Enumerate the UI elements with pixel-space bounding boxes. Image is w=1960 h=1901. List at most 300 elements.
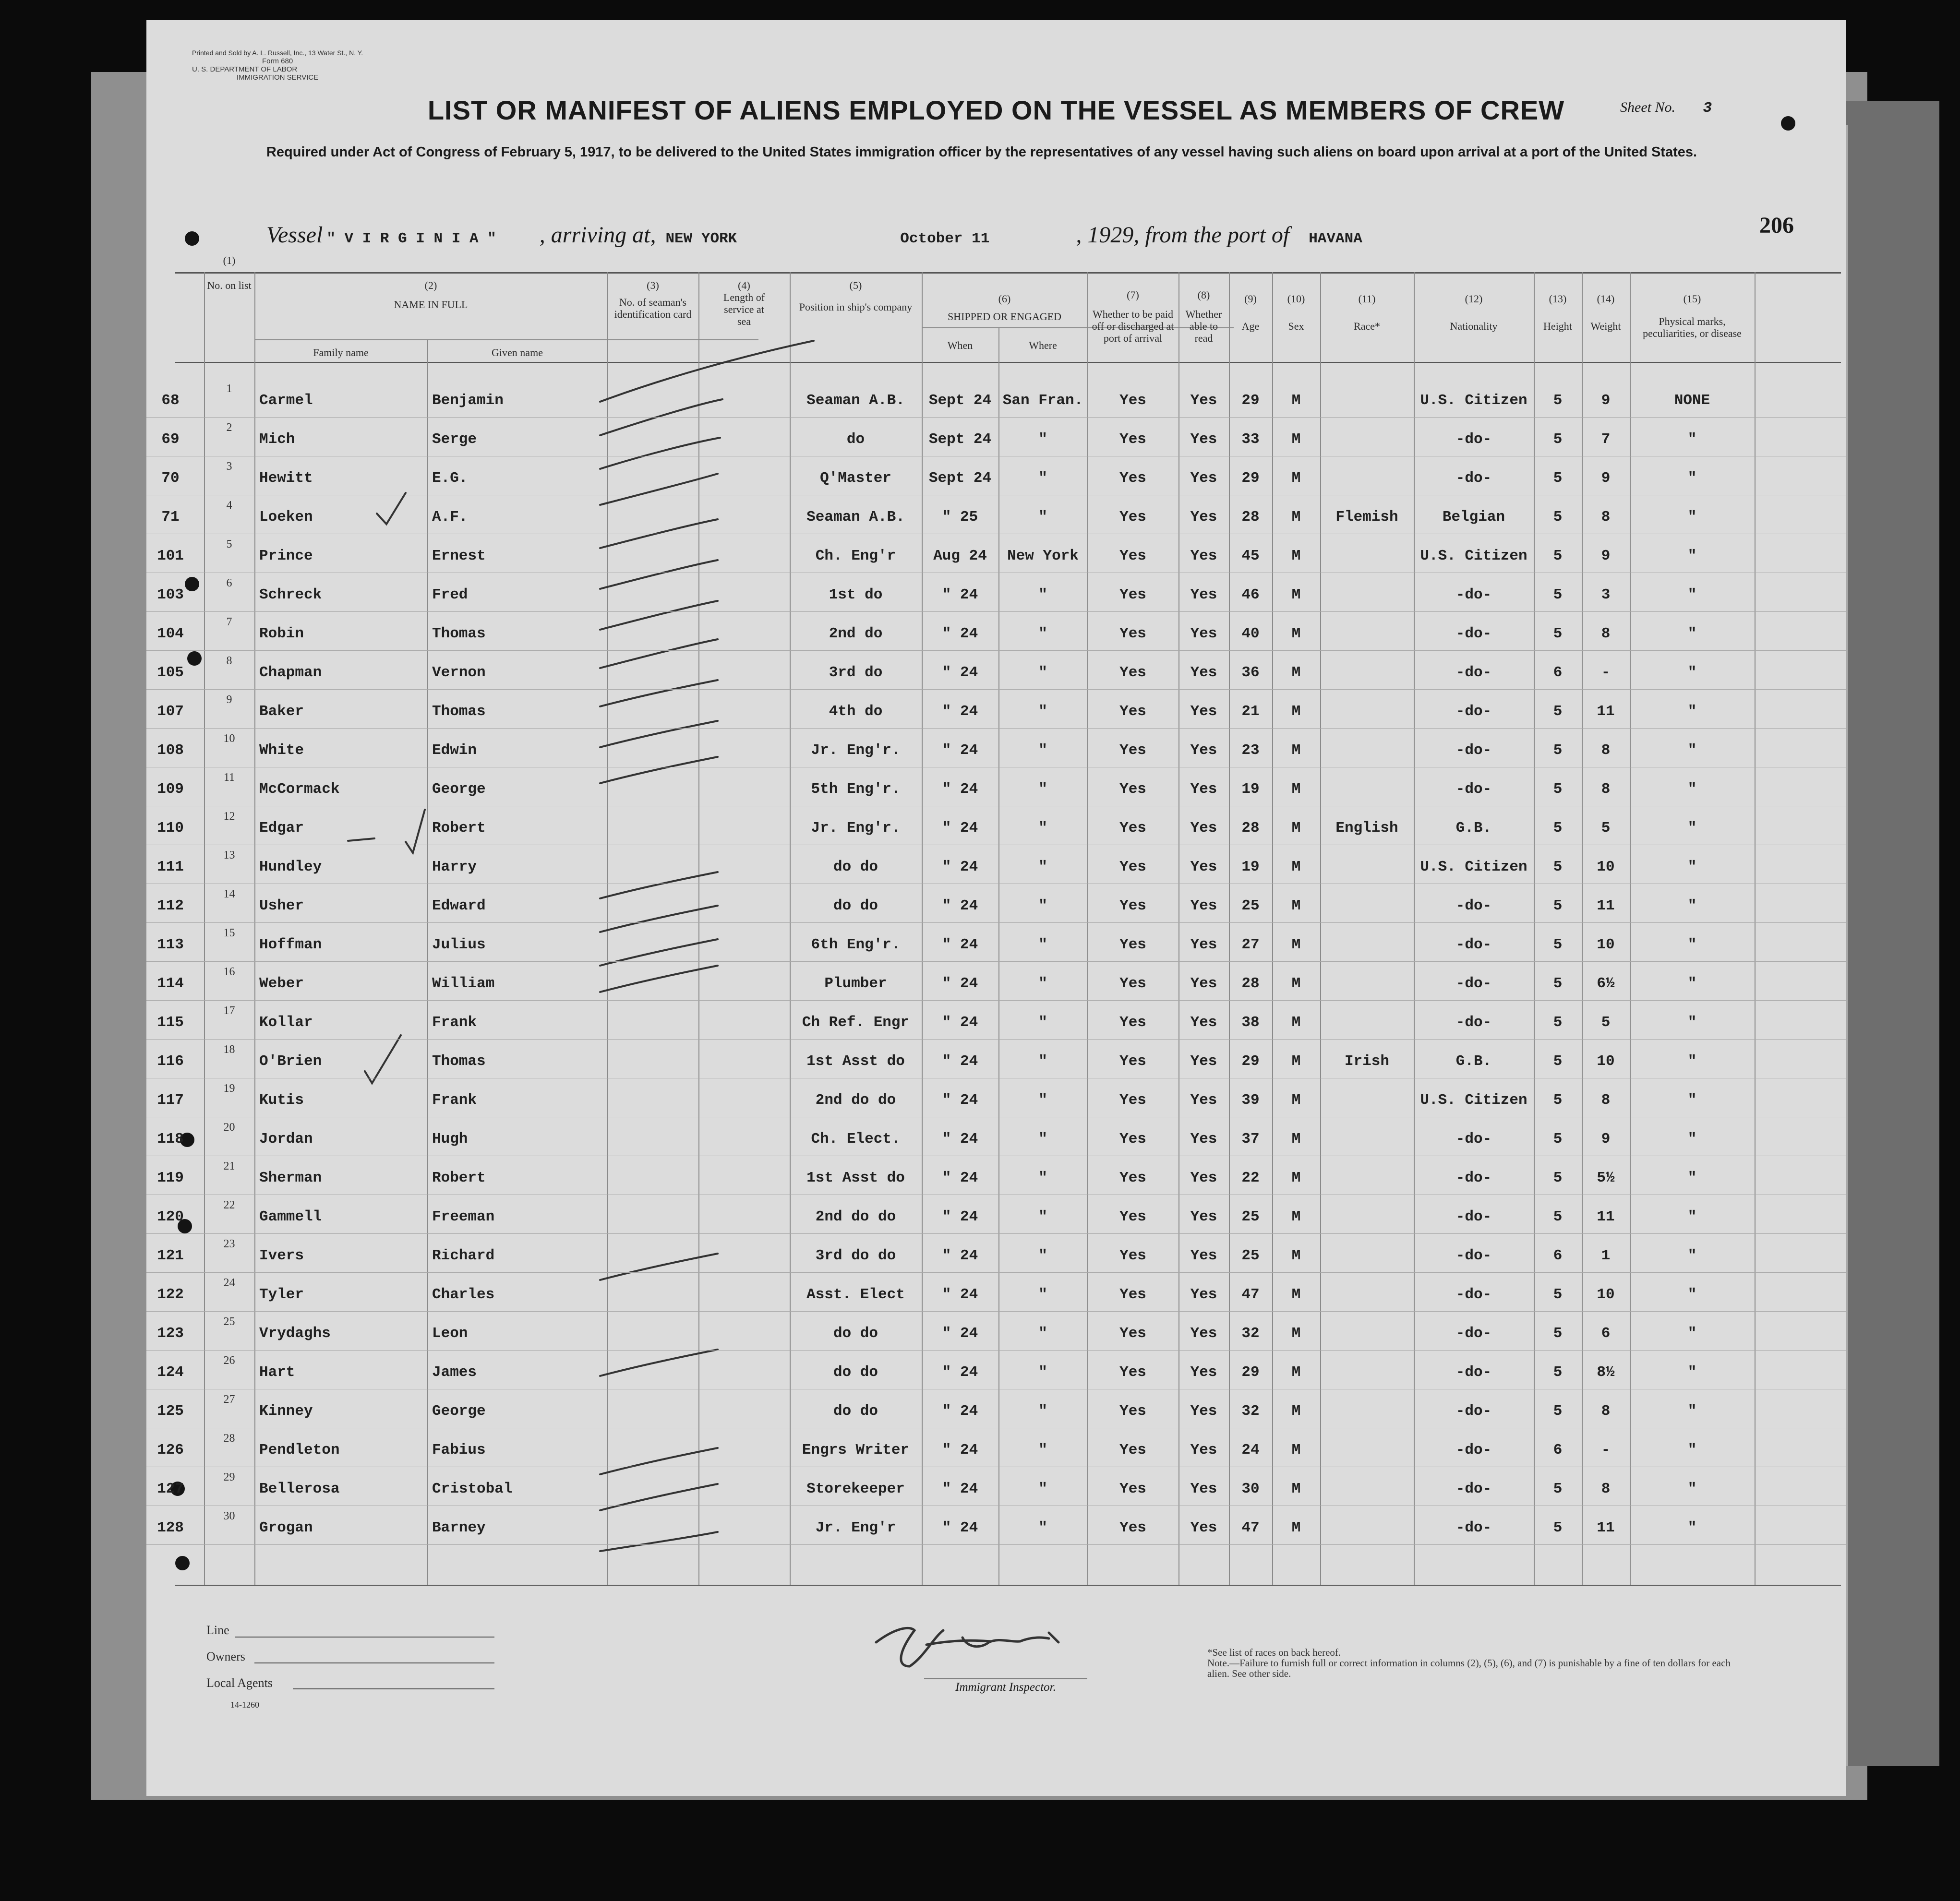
col-header-sex: Sex: [1288, 320, 1304, 332]
able-to-read-cell: Yes: [1190, 1286, 1217, 1303]
given-name-cell: Richard: [432, 1247, 495, 1264]
weight-cell: -: [1601, 1442, 1611, 1459]
position-cell: 3rd do: [829, 664, 883, 681]
pencil-stroke-icon: [600, 680, 718, 706]
family-name-cell: Jordan: [259, 1131, 313, 1148]
age-cell: 33: [1241, 431, 1260, 448]
height-cell: 5: [1553, 703, 1563, 720]
line-field: [235, 1637, 494, 1638]
pencil-stroke-icon: [600, 1350, 718, 1376]
list-number-cell: 19: [223, 1082, 235, 1095]
shipped-where-cell: ": [1038, 897, 1047, 914]
family-name-cell: Loeken: [259, 509, 313, 526]
family-name-cell: Ivers: [259, 1247, 304, 1264]
from-port: HAVANA: [1309, 230, 1362, 247]
sheet-number-value: 3: [1703, 100, 1712, 117]
list-number-cell: 2: [226, 421, 232, 434]
position-cell: Jr. Eng'r.: [811, 820, 901, 837]
shipped-where-cell: ": [1038, 431, 1047, 448]
list-number-cell: 22: [223, 1199, 235, 1211]
sex-cell: M: [1291, 820, 1301, 837]
height-cell: 5: [1553, 1364, 1563, 1381]
col-header-able-to-read: Whether able to read: [1185, 308, 1222, 344]
position-cell: Q'Master: [820, 470, 891, 487]
arriving-label: , arriving at,: [539, 222, 656, 248]
shipped-when-cell: " 24: [942, 1286, 978, 1303]
paid-off-cell: Yes: [1119, 820, 1146, 837]
position-cell: do do: [833, 1403, 878, 1420]
col-number: (6): [998, 293, 1011, 305]
list-number-cell: 15: [223, 927, 235, 939]
reference-number-cell: 71: [161, 509, 180, 526]
shipped-when-cell: " 24: [942, 664, 978, 681]
footnote-penalty: Note.—Failure to furnish full or correct information in columns (2), (5), (6), and (7) is punishable by a fine of ten dollars for each alien. See other side.: [1207, 1657, 1731, 1679]
physical-marks-cell: ": [1687, 625, 1697, 642]
row-rule: [146, 1233, 1846, 1234]
pencil-stroke-icon: [600, 757, 718, 783]
given-name-cell: James: [432, 1364, 477, 1381]
row-rule: [146, 728, 1846, 729]
position-cell: 6th Eng'r.: [811, 936, 901, 953]
age-cell: 23: [1241, 742, 1260, 759]
position-cell: Engrs Writer: [802, 1442, 910, 1459]
vessel-name: " V I R G I N I A ": [326, 230, 496, 247]
paid-off-cell: Yes: [1119, 936, 1146, 953]
sex-cell: M: [1291, 1442, 1301, 1459]
weight-cell: 8: [1601, 509, 1611, 526]
sex-cell: M: [1291, 664, 1301, 681]
nationality-cell: -do-: [1455, 1170, 1492, 1186]
position-cell: 2nd do do: [815, 1092, 896, 1109]
checkmark-icon: [377, 493, 406, 524]
sex-cell: M: [1291, 975, 1301, 992]
shipped-when-cell: " 24: [942, 897, 978, 914]
weight-cell: 8: [1601, 625, 1611, 642]
col-header-family-name: Family name: [313, 347, 369, 359]
given-name-cell: William: [432, 975, 495, 992]
pencil-stroke-icon: [600, 639, 718, 668]
age-cell: 37: [1241, 1131, 1260, 1148]
weight-cell: 11: [1597, 1208, 1615, 1225]
row-rule: [146, 650, 1846, 651]
given-name-cell: Robert: [432, 1170, 486, 1186]
owners-field: [254, 1662, 494, 1663]
paid-off-cell: Yes: [1119, 1208, 1146, 1225]
sex-cell: M: [1291, 703, 1301, 720]
printer-line: U. S. DEPARTMENT OF LABOR: [192, 65, 298, 73]
nationality-cell: -do-: [1455, 664, 1492, 681]
reference-number-cell: 128: [157, 1519, 184, 1536]
given-name-cell: Leon: [432, 1325, 468, 1342]
printer-line: IMMIGRATION SERVICE: [236, 73, 319, 82]
weight-cell: 11: [1597, 1519, 1615, 1536]
weight-cell: 3: [1601, 586, 1611, 603]
dash-mark-icon: [348, 838, 374, 841]
paid-off-cell: Yes: [1119, 859, 1146, 875]
able-to-read-cell: Yes: [1190, 781, 1217, 798]
given-name-cell: Edwin: [432, 742, 477, 759]
able-to-read-cell: Yes: [1190, 975, 1217, 992]
shipped-where-cell: ": [1038, 1170, 1047, 1186]
height-cell: 5: [1553, 1170, 1563, 1186]
physical-marks-cell: ": [1687, 975, 1697, 992]
checkmark-icon: [365, 1035, 401, 1083]
family-name-cell: Baker: [259, 703, 304, 720]
age-cell: 29: [1241, 1053, 1260, 1070]
physical-marks-cell: ": [1687, 1442, 1697, 1459]
physical-marks-cell: ": [1687, 431, 1697, 448]
given-name-cell: Ernest: [432, 548, 486, 564]
shipped-where-cell: ": [1038, 1247, 1047, 1264]
able-to-read-cell: Yes: [1190, 1442, 1217, 1459]
year-suffix: 29: [1110, 222, 1134, 248]
weight-cell: 6: [1601, 1325, 1611, 1342]
sex-cell: M: [1291, 1208, 1301, 1225]
shipped-when-cell: " 24: [942, 975, 978, 992]
able-to-read-cell: Yes: [1190, 1092, 1217, 1109]
col-number: (10): [1287, 293, 1305, 305]
reference-number-cell: 105: [157, 664, 184, 681]
reference-number-cell: 119: [157, 1170, 184, 1186]
nationality-cell: U.S. Citizen: [1420, 1092, 1527, 1109]
reference-number-cell: 122: [157, 1286, 184, 1303]
shipped-where-cell: ": [1038, 820, 1047, 837]
reference-number-cell: 112: [157, 897, 184, 914]
list-number-cell: 26: [223, 1354, 235, 1367]
family-name-cell: Usher: [259, 897, 304, 914]
age-cell: 45: [1241, 548, 1260, 564]
shipped-when-cell: " 24: [942, 1247, 978, 1264]
list-number-cell: 5: [226, 538, 232, 550]
height-cell: 5: [1553, 392, 1563, 409]
nationality-cell: U.S. Citizen: [1420, 548, 1527, 564]
able-to-read-cell: Yes: [1190, 664, 1217, 681]
position-cell: Asst. Elect: [806, 1286, 905, 1303]
reference-number-cell: 101: [157, 548, 184, 564]
list-number-cell: 10: [223, 732, 235, 745]
family-name-cell: Carmel: [259, 392, 313, 409]
shipped-where-cell: ": [1038, 742, 1047, 759]
shipped-where-cell: ": [1038, 1403, 1047, 1420]
paid-off-cell: Yes: [1119, 1131, 1146, 1148]
physical-marks-cell: ": [1687, 703, 1697, 720]
height-cell: 5: [1553, 1053, 1563, 1070]
family-name-cell: O'Brien: [259, 1053, 322, 1070]
weight-cell: 11: [1597, 703, 1615, 720]
paid-off-cell: Yes: [1119, 1286, 1146, 1303]
given-name-cell: Charles: [432, 1286, 495, 1303]
pencil-stroke-icon: [600, 1448, 718, 1474]
position-cell: Ch Ref. Engr: [802, 1014, 910, 1031]
sex-cell: M: [1291, 936, 1301, 953]
age-cell: 21: [1241, 703, 1260, 720]
position-cell: do do: [833, 1325, 878, 1342]
nationality-cell: G.B.: [1455, 820, 1492, 837]
list-number-cell: 25: [223, 1315, 235, 1328]
height-cell: 5: [1553, 781, 1563, 798]
reference-number-cell: 68: [161, 392, 180, 409]
able-to-read-cell: Yes: [1190, 431, 1217, 448]
shipped-where-cell: ": [1038, 625, 1047, 642]
col-number: (9): [1244, 293, 1257, 305]
given-name-cell: Julius: [432, 936, 486, 953]
physical-marks-cell: ": [1687, 742, 1697, 759]
able-to-read-cell: Yes: [1190, 742, 1217, 759]
height-cell: 5: [1553, 1208, 1563, 1225]
printer-line: Form 680: [262, 57, 293, 65]
physical-marks-cell: ": [1687, 509, 1697, 526]
position-cell: 5th Eng'r.: [811, 781, 901, 798]
height-cell: 5: [1553, 625, 1563, 642]
pencil-stroke-icon: [600, 438, 720, 469]
able-to-read-cell: Yes: [1190, 1247, 1217, 1264]
weight-cell: 8: [1601, 742, 1611, 759]
sex-cell: M: [1291, 742, 1301, 759]
sex-cell: M: [1291, 392, 1301, 409]
shipped-when-cell: " 24: [942, 586, 978, 603]
able-to-read-cell: Yes: [1190, 548, 1217, 564]
vessel-label: Vessel: [266, 222, 323, 248]
manifest-sheet: [146, 20, 1846, 1796]
able-to-read-cell: Yes: [1190, 509, 1217, 526]
reference-number-cell: 110: [157, 820, 184, 837]
height-cell: 5: [1553, 1403, 1563, 1420]
nationality-cell: -do-: [1455, 936, 1492, 953]
physical-marks-cell: ": [1687, 1170, 1697, 1186]
physical-marks-cell: NONE: [1674, 392, 1710, 409]
sex-cell: M: [1291, 859, 1301, 875]
row-rule: [146, 922, 1846, 923]
list-number-cell: 16: [223, 966, 235, 978]
reference-number-cell: 107: [157, 703, 184, 720]
shipped-when-cell: " 24: [942, 936, 978, 953]
position-cell: Ch. Eng'r: [815, 548, 896, 564]
col-number: (4): [738, 279, 750, 291]
nationality-cell: -do-: [1455, 1286, 1492, 1303]
paid-off-cell: Yes: [1119, 897, 1146, 914]
page-number: 206: [1759, 213, 1794, 238]
row-rule: [146, 417, 1846, 418]
given-name-cell: Cristobal: [432, 1481, 513, 1497]
height-cell: 5: [1553, 1325, 1563, 1342]
nationality-cell: U.S. Citizen: [1420, 859, 1527, 875]
age-cell: 25: [1241, 1247, 1260, 1264]
physical-marks-cell: ": [1687, 897, 1697, 914]
weight-cell: 9: [1601, 548, 1611, 564]
local-agents-field: [293, 1688, 494, 1689]
shipped-where-cell: San Fran.: [1002, 392, 1083, 409]
reference-number-cell: 115: [157, 1014, 184, 1031]
nationality-cell: -do-: [1455, 1364, 1492, 1381]
shipped-where-cell: ": [1038, 664, 1047, 681]
age-cell: 38: [1241, 1014, 1260, 1031]
family-name-cell: Edgar: [259, 820, 304, 837]
shipped-when-cell: " 24: [942, 742, 978, 759]
given-name-cell: Freeman: [432, 1208, 495, 1225]
paid-off-cell: Yes: [1119, 548, 1146, 564]
reference-number-cell: 104: [157, 625, 184, 642]
given-name-cell: Hugh: [432, 1131, 468, 1148]
position-cell: Seaman A.B.: [806, 509, 905, 526]
footnote-races: *See list of races on back hereof.: [1207, 1647, 1341, 1658]
position-cell: 3rd do do: [815, 1247, 896, 1264]
reference-number-cell: 125: [157, 1403, 184, 1420]
sex-cell: M: [1291, 509, 1301, 526]
age-cell: 24: [1241, 1442, 1260, 1459]
weight-cell: 7: [1601, 431, 1611, 448]
family-name-cell: Grogan: [259, 1519, 313, 1536]
height-cell: 5: [1553, 1481, 1563, 1497]
family-name-cell: Mich: [259, 431, 295, 448]
shipped-where-cell: ": [1038, 470, 1047, 487]
list-number-cell: 17: [223, 1004, 235, 1017]
nationality-cell: -do-: [1455, 1131, 1492, 1148]
physical-marks-cell: ": [1687, 1364, 1697, 1381]
list-number-cell: 18: [223, 1043, 235, 1056]
reference-number-cell: 108: [157, 742, 184, 759]
position-cell: do do: [833, 859, 878, 875]
shipped-when-cell: " 24: [942, 1364, 978, 1381]
height-cell: 5: [1553, 897, 1563, 914]
height-cell: 5: [1553, 859, 1563, 875]
given-name-cell: George: [432, 1403, 486, 1420]
position-cell: 2nd do do: [815, 1208, 896, 1225]
able-to-read-cell: Yes: [1190, 1014, 1217, 1031]
age-cell: 19: [1241, 859, 1260, 875]
shipped-when-cell: " 24: [942, 859, 978, 875]
age-cell: 40: [1241, 625, 1260, 642]
pencil-stroke-icon: [600, 474, 718, 505]
nationality-cell: -do-: [1455, 625, 1492, 642]
family-name-cell: Prince: [259, 548, 313, 564]
shipped-when-cell: Sept 24: [928, 392, 992, 409]
pencil-stroke-icon: [600, 721, 718, 747]
position-cell: 2nd do: [829, 625, 883, 642]
shipped-where-cell: ": [1038, 1014, 1047, 1031]
nationality-cell: -do-: [1455, 742, 1492, 759]
col-number: (7): [1127, 289, 1139, 301]
able-to-read-cell: Yes: [1190, 586, 1217, 603]
age-cell: 39: [1241, 1092, 1260, 1109]
weight-cell: 8: [1601, 1092, 1611, 1109]
nationality-cell: -do-: [1455, 1247, 1492, 1264]
family-name-cell: Hart: [259, 1364, 295, 1381]
shipped-where-cell: ": [1038, 1053, 1047, 1070]
given-name-cell: Thomas: [432, 1053, 486, 1070]
age-cell: 46: [1241, 586, 1260, 603]
able-to-read-cell: Yes: [1190, 936, 1217, 953]
age-cell: 19: [1241, 781, 1260, 798]
pencil-stroke-icon: [600, 560, 718, 589]
height-cell: 5: [1553, 509, 1563, 526]
shipped-when-cell: " 24: [942, 1208, 978, 1225]
height-cell: 5: [1553, 742, 1563, 759]
pencil-stroke-icon: [600, 1484, 718, 1510]
shipped-where-cell: ": [1038, 781, 1047, 798]
document-title: LIST OR MANIFEST OF ALIENS EMPLOYED ON THE VESSEL AS MEMBERS OF CREW: [427, 95, 1565, 125]
shipped-when-cell: " 24: [942, 1481, 978, 1497]
reference-number-cell: 124: [157, 1364, 184, 1381]
reference-number-cell: 70: [161, 470, 180, 487]
pencil-stroke-icon: [600, 966, 718, 992]
pencil-stroke-icon: [600, 906, 718, 932]
checkmark-icon: [406, 810, 425, 853]
paid-off-cell: Yes: [1119, 586, 1146, 603]
local-agents-label: Local Agents: [206, 1676, 273, 1690]
given-name-cell: Frank: [432, 1092, 477, 1109]
reference-number-cell: 109: [157, 781, 184, 798]
able-to-read-cell: Yes: [1190, 1403, 1217, 1420]
paid-off-cell: Yes: [1119, 1325, 1146, 1342]
age-cell: 32: [1241, 1325, 1260, 1342]
paid-off-cell: Yes: [1119, 1481, 1146, 1497]
sex-cell: M: [1291, 548, 1301, 564]
reference-number-cell: 111: [157, 859, 184, 875]
height-cell: 5: [1553, 1014, 1563, 1031]
nationality-cell: -do-: [1455, 1481, 1492, 1497]
paid-off-cell: Yes: [1119, 509, 1146, 526]
age-cell: 47: [1241, 1519, 1260, 1536]
weight-cell: -: [1601, 664, 1611, 681]
list-number-cell: 30: [223, 1510, 235, 1522]
height-cell: 6: [1553, 1442, 1563, 1459]
col-number: (11): [1358, 293, 1376, 305]
height-cell: 5: [1553, 820, 1563, 837]
able-to-read-cell: Yes: [1190, 1170, 1217, 1186]
col-header-nationality: Nationality: [1450, 320, 1498, 332]
nationality-cell: -do-: [1455, 703, 1492, 720]
paid-off-cell: Yes: [1119, 431, 1146, 448]
weight-cell: 5: [1601, 1014, 1611, 1031]
row-rule: [146, 1544, 1846, 1545]
shipped-when-cell: " 24: [942, 820, 978, 837]
family-name-cell: Tyler: [259, 1286, 304, 1303]
family-name-cell: Weber: [259, 975, 304, 992]
col-header-service-length: Length of service at sea: [723, 291, 765, 327]
weight-cell: 10: [1597, 1286, 1615, 1303]
nationality-cell: -do-: [1455, 470, 1492, 487]
shipped-when-cell: " 24: [942, 781, 978, 798]
paid-off-cell: Yes: [1119, 470, 1146, 487]
shipped-when-cell: " 24: [942, 1442, 978, 1459]
shipped-where-cell: ": [1038, 975, 1047, 992]
list-number-cell: 23: [223, 1238, 235, 1250]
able-to-read-cell: Yes: [1190, 703, 1217, 720]
shipped-where-cell: ": [1038, 859, 1047, 875]
physical-marks-cell: ": [1687, 1208, 1697, 1225]
reference-number-cell: 116: [157, 1053, 184, 1070]
reference-number-cell: 127: [157, 1481, 184, 1497]
col-header-list-no: No. on list: [207, 279, 252, 291]
position-cell: 1st do: [829, 586, 883, 603]
physical-marks-cell: ": [1687, 936, 1697, 953]
family-name-cell: Bellerosa: [259, 1481, 340, 1497]
reference-number-cell: 113: [157, 936, 184, 953]
able-to-read-cell: Yes: [1190, 1053, 1217, 1070]
weight-cell: 9: [1601, 1131, 1611, 1148]
position-cell: do do: [833, 897, 878, 914]
shipped-where-cell: ": [1038, 1364, 1047, 1381]
shipped-where-cell: ": [1038, 1519, 1047, 1536]
able-to-read-cell: Yes: [1190, 820, 1217, 837]
age-cell: 27: [1241, 936, 1260, 953]
reference-number-cell: 120: [157, 1208, 184, 1225]
list-number-cell: 6: [226, 577, 232, 589]
sex-cell: M: [1291, 1131, 1301, 1148]
able-to-read-cell: Yes: [1190, 1481, 1217, 1497]
col-number: (12): [1465, 293, 1483, 305]
row-rule: [146, 1311, 1846, 1312]
